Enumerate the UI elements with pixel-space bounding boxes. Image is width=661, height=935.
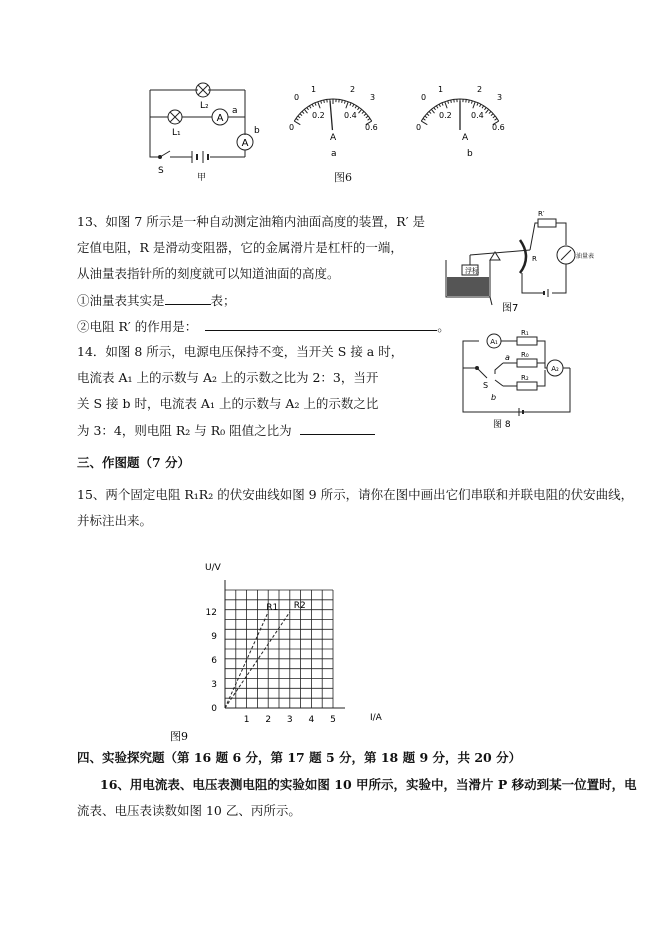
meter-b-tick	[448, 101, 449, 104]
meter-b-tick	[471, 101, 472, 104]
meter-b-tick-top-0: 0	[421, 93, 427, 102]
meter-a-tick-top-3: 3	[370, 93, 376, 102]
fig8-a2: A₂	[551, 365, 559, 373]
y-tick-label: 3	[211, 680, 217, 690]
q16-line2: 流表、电压表读数如图 10 乙、丙所示。	[77, 803, 301, 818]
ammeter-a-symbol: A	[216, 113, 224, 124]
meter-b-tick-bot-1: 0.2	[439, 111, 452, 120]
q13-line2: 定值电阻，R 是滑动变阻器，它的金属滑片是杠杆的一端，	[77, 240, 403, 255]
meter-b-tick	[493, 116, 495, 118]
meter-a-label: a	[331, 149, 337, 159]
meter-b-tick-top-1: 1	[438, 85, 444, 94]
meter-a-tick-bot-3: 0.6	[365, 123, 378, 132]
meter-a-tick	[309, 106, 311, 109]
meter-a-tick	[368, 118, 370, 120]
meter-b-tick-bot-2: 0.4	[471, 111, 484, 120]
meter-a-tick-top-2: 2	[350, 85, 356, 94]
meter-b-label: b	[467, 149, 473, 159]
figure-7-oil-gauge	[440, 205, 595, 320]
q13-item1-end: 表；	[210, 293, 236, 308]
figure-9-chart	[170, 558, 400, 748]
fig8-b: b	[491, 393, 497, 402]
meter-b-tick	[495, 118, 497, 120]
q13-item1-text: ①油量表其实是	[77, 293, 165, 308]
q16-line1: 16、用电流表、电压表测电阻的实验如图 10 甲所示，实验中，当滑片 P 移动到某一位置时，电	[100, 777, 637, 792]
meter-a-tick	[302, 111, 304, 113]
q13-item2-text: ②电阻 R′ 的作用是：	[77, 319, 198, 334]
fig7-meter-label: 油量表	[576, 253, 595, 260]
meter-b-tick-bot-0: 0	[416, 123, 422, 132]
meter-a-tick-top-1: 1	[311, 85, 317, 94]
label-switch: S	[158, 166, 164, 176]
meter-b-tick-top-3: 3	[497, 93, 503, 102]
x-tick-label: 1	[243, 715, 250, 725]
meter-a-tick	[364, 114, 366, 116]
q14-line2: 电流表 A₁ 上的示数与 A₂ 上的示数之比为 2：3，当开	[77, 370, 379, 385]
meter-b-tick	[425, 116, 427, 118]
meter-b-tick	[439, 104, 440, 107]
meter-b-tick	[442, 103, 443, 106]
meter-b-tick	[477, 103, 478, 106]
meter-b-tick	[491, 114, 493, 116]
fig8-r2: R₂	[521, 374, 529, 382]
meter-b-tick	[485, 109, 488, 113]
meter-b-tick	[431, 109, 434, 113]
q13-line3: 从油量表指针所的刻度就可以知道油面的高度。	[77, 266, 340, 281]
meter-a-tick	[357, 107, 359, 109]
meter-b-tick	[445, 102, 447, 109]
meter-a-tick	[312, 104, 313, 107]
meter-a-tick	[362, 111, 364, 113]
label-a-point: a	[232, 106, 238, 116]
fig8-a: a	[505, 353, 510, 362]
fig7-r-prime: R′	[538, 210, 545, 218]
meter-b-tick	[451, 100, 452, 103]
q13-item1	[77, 292, 236, 309]
y-tick-label: 9	[211, 632, 217, 642]
meter-b-tick	[469, 100, 470, 103]
meter-b-tick	[482, 106, 484, 109]
meter-a-tick-bot-0: 0	[289, 123, 295, 132]
q14-line3: 关 S 接 b 时，电流表 A₁ 上的示数与 A₂ 上的示数之比	[77, 396, 379, 411]
meter-a-tick	[344, 101, 345, 104]
meter-a-tick-bot-1: 0.2	[312, 111, 325, 120]
chart-ylabel: U/V	[205, 563, 221, 573]
meter-b-tick	[484, 107, 486, 109]
series-label-r2: R2	[293, 601, 306, 611]
meter-a-unit: A	[330, 133, 337, 143]
series-label-r1: R1	[266, 603, 279, 613]
fig7-caption: 图7	[502, 303, 519, 314]
meter-a-tick	[355, 106, 357, 109]
ammeter-b-symbol: A	[241, 138, 249, 149]
meter-b-tick	[480, 104, 481, 107]
meter-a-tick	[350, 103, 351, 106]
meter-b-tick-bot-3: 0.6	[492, 123, 505, 132]
meter-a-tick-bot-2: 0.4	[344, 111, 357, 120]
meter-a-tick	[366, 116, 368, 118]
meter-b-tick	[421, 121, 427, 125]
fig8-a1: A₁	[490, 338, 498, 346]
meter-b-tick	[423, 118, 425, 120]
meter-a-tick	[294, 121, 300, 125]
meter-a-tick-top-0: 0	[294, 93, 300, 102]
q14-line1: 14．如图 8 所示，电源电压保持不变，当开关 S 接 a 时，	[77, 344, 404, 359]
section-3-title: 三、作图题（7 分）	[77, 455, 191, 470]
meter-b-unit: A	[462, 133, 469, 143]
meter-a-tick	[342, 100, 343, 103]
fig8-caption: 图 8	[493, 420, 511, 430]
figure-6-circuit	[140, 75, 280, 185]
x-tick-label: 2	[265, 715, 272, 725]
fig8-r0: R₀	[521, 351, 529, 359]
q14-line4	[77, 422, 375, 439]
label-l2: L₂	[200, 101, 209, 111]
figure-8-circuit	[455, 328, 580, 430]
q13-blank-2[interactable]	[205, 318, 437, 331]
chart-xlabel: I/A	[370, 713, 382, 723]
fig8-r1: R₁	[521, 329, 529, 337]
q13-item2-end: 。	[437, 319, 450, 334]
meter-b-tick	[427, 114, 429, 116]
q13-item2	[77, 318, 450, 335]
meter-a	[278, 82, 388, 162]
y-tick-label: 12	[205, 608, 217, 618]
chart-caption: 图9	[170, 730, 188, 743]
fig7-r: R	[532, 255, 537, 263]
x-tick-label: 3	[286, 715, 293, 725]
meter-a-tick	[346, 102, 348, 109]
meter-a-tick	[324, 100, 325, 103]
y-tick-label: 6	[211, 656, 217, 666]
meter-a-tick	[300, 114, 302, 116]
meter-a-tick	[358, 109, 361, 113]
meter-a-tick	[315, 103, 316, 106]
q15-line1: 15、两个固定电阻 R₁R₂ 的伏安曲线如图 9 所示，请你在图中画出它们串联和并联电阻的伏安曲线，	[77, 487, 634, 502]
section-4-title: 四、实验探究题（第 16 题 6 分，第 17 题 5 分，第 18 题 9 分，共 20 分）	[77, 750, 522, 765]
label-b-point: b	[254, 126, 260, 136]
figure-6-caption: 图6	[334, 171, 352, 184]
x-tick-label: 5	[330, 715, 336, 725]
q15-line2: 并标注出来。	[77, 513, 153, 528]
x-tick-label: 4	[308, 715, 315, 725]
meter-b-tick	[434, 107, 436, 109]
label-l1: L₁	[172, 128, 181, 138]
meter-a-tick	[353, 104, 354, 107]
meter-b	[405, 82, 515, 162]
meter-a-tick	[298, 116, 300, 118]
meter-b-tick	[429, 111, 431, 113]
q13-line1: 13、如图 7 所示是一种自动测定油箱内油面高度的装置，R′ 是	[77, 214, 426, 229]
q14-line4-text: 为 3：4，则电阻 R₂ 与 R₀ 阻值之比为	[77, 423, 292, 438]
meter-a-tick	[307, 107, 309, 109]
fig7-float-label: 浮标	[465, 267, 479, 275]
meter-a-needle	[330, 101, 332, 130]
q13-blank-1[interactable]	[165, 292, 211, 305]
meter-a-tick	[304, 109, 307, 113]
meter-b-tick-top-2: 2	[477, 85, 483, 94]
label-jia: 甲	[197, 173, 207, 183]
fig8-s: S	[483, 381, 489, 390]
q14-blank[interactable]	[300, 422, 375, 435]
meter-b-tick	[473, 102, 475, 109]
meter-a-tick	[318, 102, 320, 109]
meter-b-tick	[436, 106, 438, 109]
meter-a-tick	[321, 101, 322, 104]
meter-b-tick	[489, 111, 491, 113]
meter-a-tick	[296, 118, 298, 120]
y-tick-label: 0	[211, 704, 217, 714]
